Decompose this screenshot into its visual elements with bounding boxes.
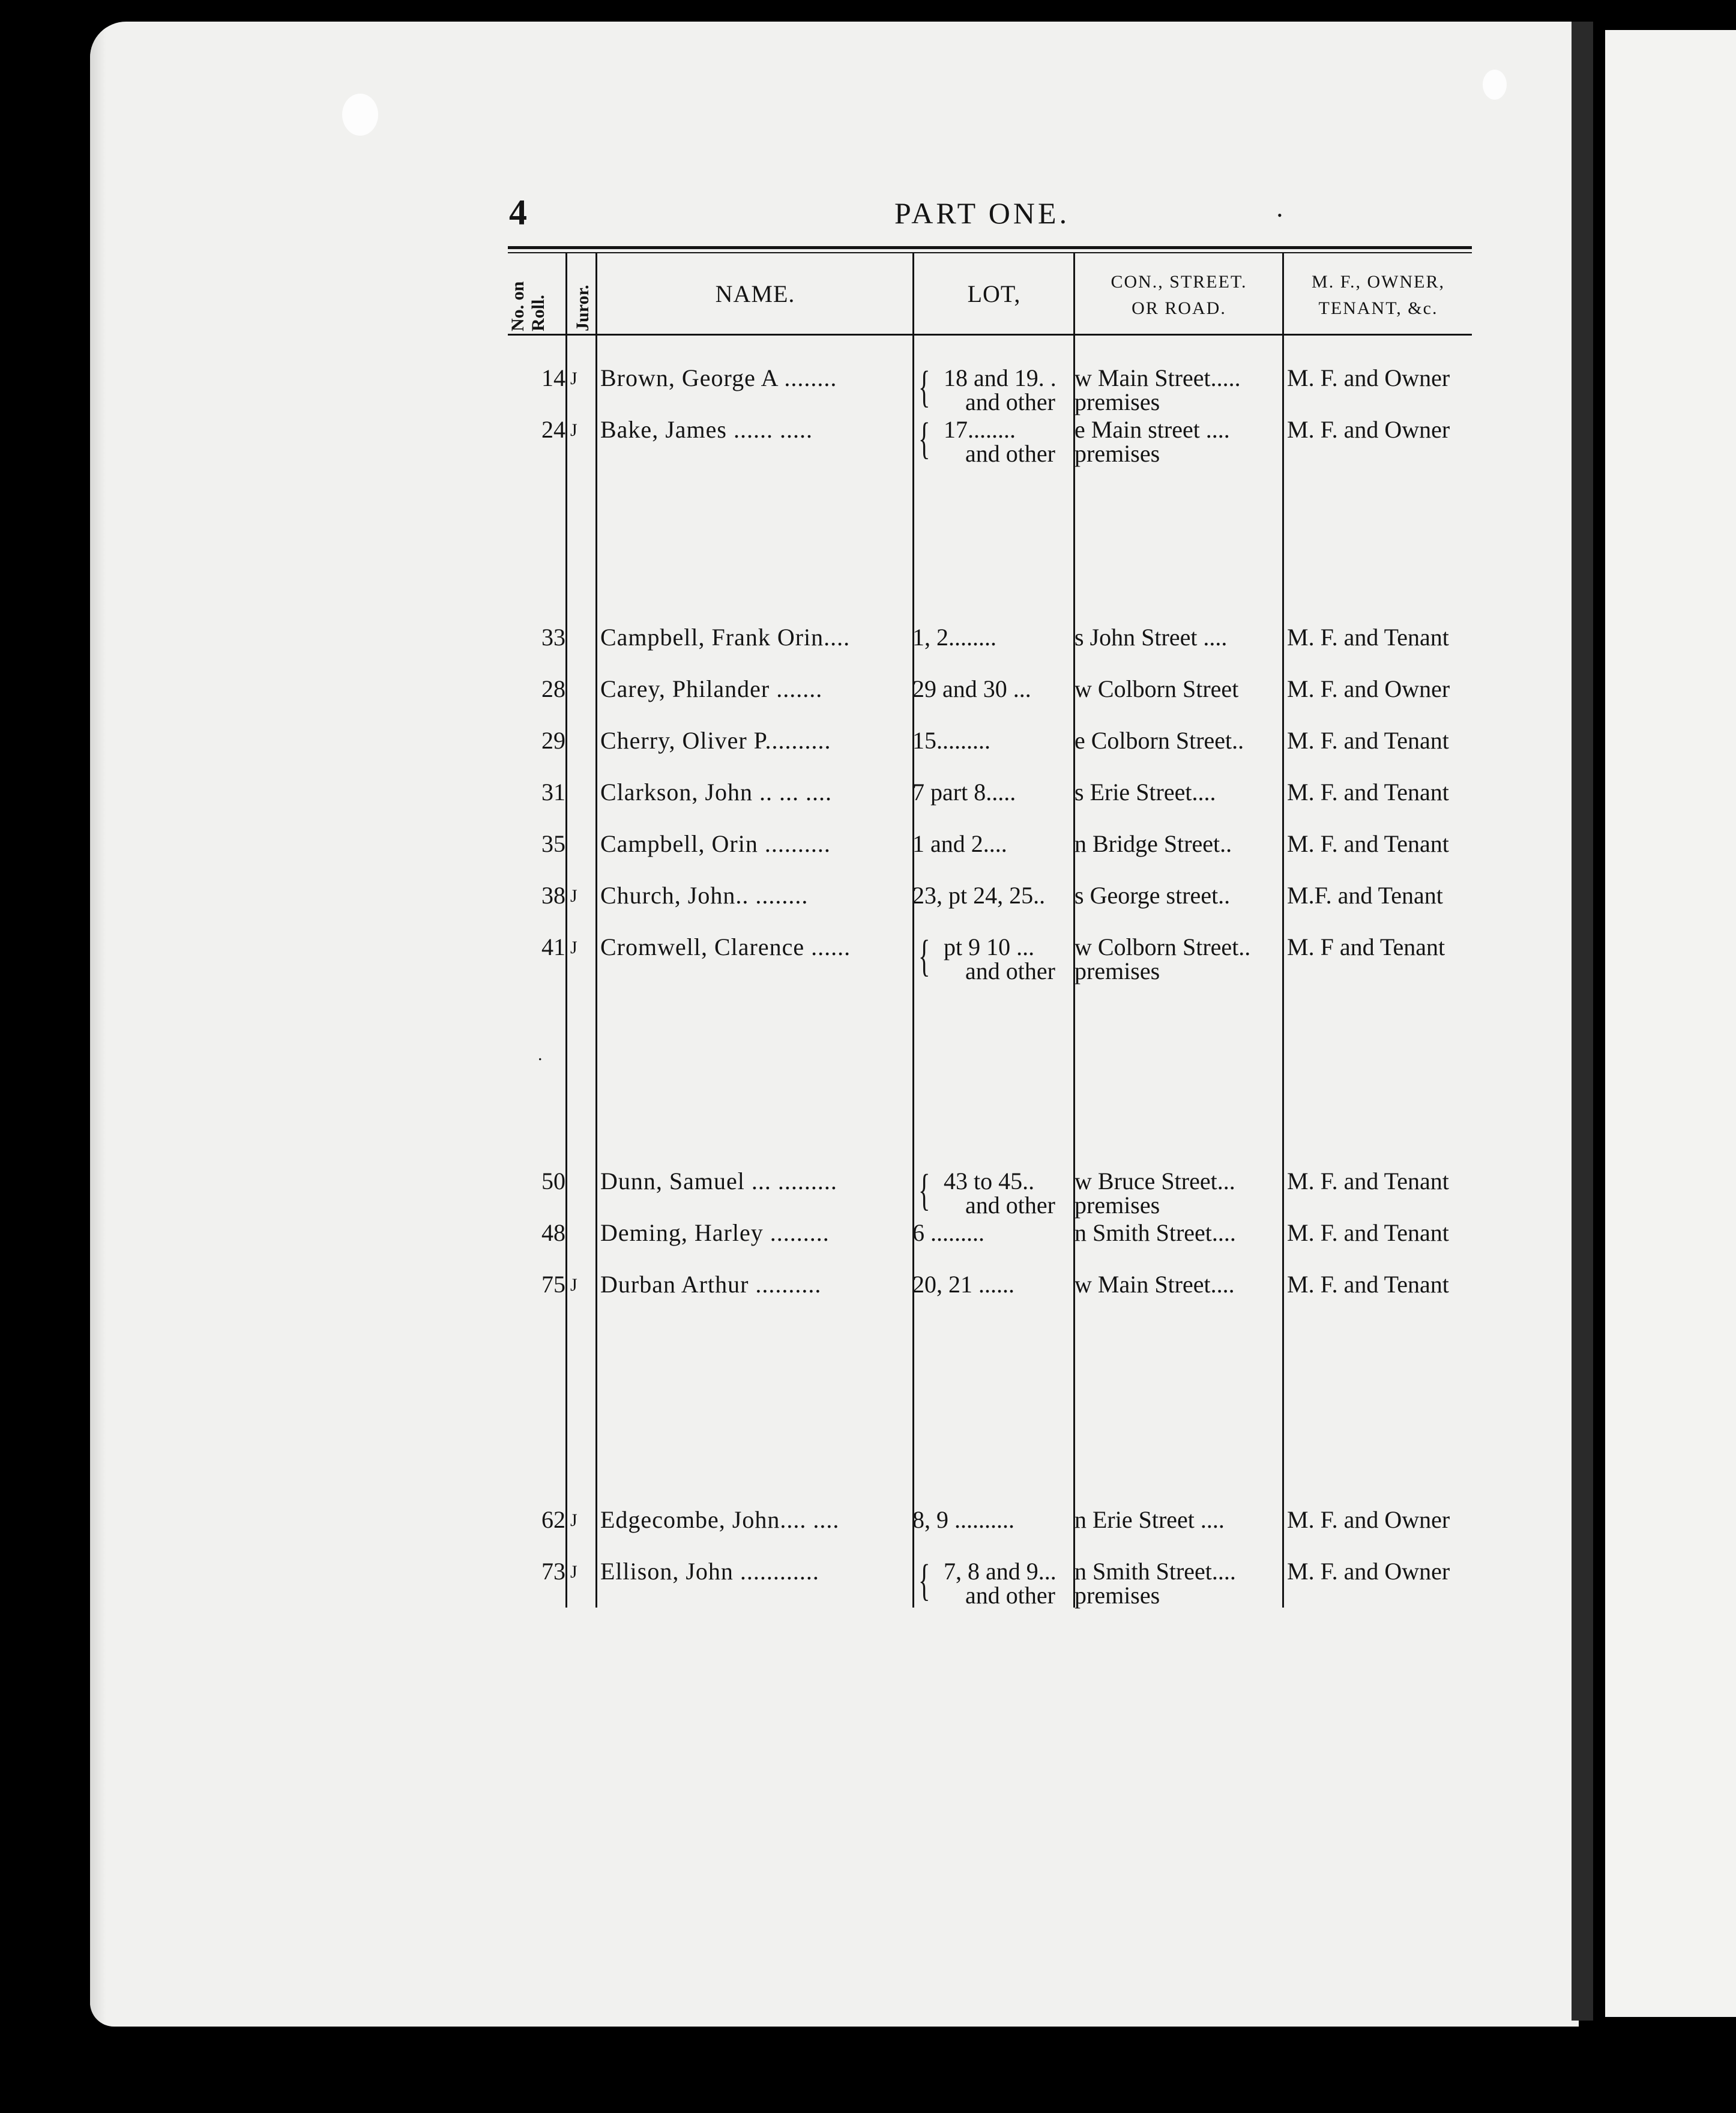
street: w Main Street..... xyxy=(1074,364,1241,391)
header-roll xyxy=(508,282,549,331)
status: M. F. and Tenant xyxy=(1287,727,1449,754)
juror-mark: J xyxy=(570,420,577,440)
table-row xyxy=(0,933,1736,987)
running-title: PART ONE. xyxy=(894,196,1070,230)
lot-continuation: and other xyxy=(965,957,1055,984)
lot-continuation: and other xyxy=(965,440,1055,467)
lot: 20, 21 ...... xyxy=(912,1271,1014,1298)
roll-number: 73 xyxy=(541,1558,565,1585)
lot: 1, 2........ xyxy=(912,624,996,651)
roll-number: 75 xyxy=(541,1271,565,1298)
table-row xyxy=(0,881,1736,935)
owner-name: Durban Arthur .......... xyxy=(600,1271,822,1298)
lot: 6 ......... xyxy=(912,1219,984,1246)
owner-name: Cherry, Oliver P.......... xyxy=(600,727,831,754)
brace-glyph: { xyxy=(918,363,930,412)
status: M. F. and Owner xyxy=(1287,416,1450,443)
juror-mark: J xyxy=(570,1510,577,1530)
header-roll-line1: No. on xyxy=(508,281,528,331)
status: M. F. and Tenant xyxy=(1287,1219,1449,1246)
owner-name: Ellison, John ............ xyxy=(600,1558,819,1585)
table-row xyxy=(0,1506,1736,1560)
street: s George street.. xyxy=(1074,882,1231,909)
book-binding-gutter xyxy=(1572,22,1593,2021)
street-continuation: premises xyxy=(1074,440,1160,467)
street: s Erie Street.... xyxy=(1074,779,1216,806)
header-street-line1: CON., STREET. xyxy=(1111,272,1247,292)
lot: pt 9 10 ... xyxy=(944,933,1035,960)
roll-number: 41 xyxy=(541,933,565,960)
juror-mark: J xyxy=(570,1562,577,1582)
status: M. F. and Tenant xyxy=(1287,1271,1449,1298)
ink-speck: . xyxy=(538,1044,543,1064)
street: n Bridge Street.. xyxy=(1074,830,1232,857)
owner-name: Dunn, Samuel ... ......... xyxy=(600,1168,837,1195)
status: M. F. and Owner xyxy=(1287,1506,1450,1533)
owner-name: Carey, Philander ....... xyxy=(600,675,823,702)
status: M. F. and Tenant xyxy=(1287,830,1449,857)
owner-name: Deming, Harley ......... xyxy=(600,1219,830,1246)
street: w Main Street.... xyxy=(1074,1271,1235,1298)
street: n Erie Street .... xyxy=(1074,1506,1225,1533)
lot: 18 and 19. . xyxy=(944,364,1056,391)
roll-number: 24 xyxy=(541,416,565,443)
status: M. F. and Tenant xyxy=(1287,1168,1449,1195)
table-row xyxy=(0,364,1736,418)
lot: 1 and 2.... xyxy=(912,830,1007,857)
owner-name: Bake, James ...... ..... xyxy=(600,416,813,443)
lot: 43 to 45.. xyxy=(944,1168,1035,1195)
owner-name: Edgecombe, John.... .... xyxy=(600,1506,840,1533)
lot: 7 part 8..... xyxy=(912,779,1016,806)
brace-glyph: { xyxy=(918,1556,930,1605)
lot: 17........ xyxy=(944,416,1016,443)
header-status xyxy=(1285,269,1472,322)
roll-number: 33 xyxy=(541,624,565,651)
table-row xyxy=(0,1167,1736,1221)
header-status-line2: TENANT, &c. xyxy=(1318,298,1438,318)
street: e Colborn Street.. xyxy=(1074,727,1244,754)
table-row xyxy=(0,1557,1736,1611)
header-juror xyxy=(573,285,593,331)
lot: 29 and 30 ... xyxy=(912,675,1031,702)
juror-mark: J xyxy=(570,369,577,388)
table-row xyxy=(0,1270,1736,1324)
status: M. F. and Owner xyxy=(1287,1558,1450,1585)
owner-name: Church, John.. ........ xyxy=(600,882,809,909)
status: M.F. and Tenant xyxy=(1287,882,1443,909)
roll-number: 62 xyxy=(541,1506,565,1533)
street: n Smith Street.... xyxy=(1074,1558,1236,1585)
street: w Colborn Street.. xyxy=(1074,933,1251,960)
roll-number: 35 xyxy=(541,830,565,857)
status: M. F. and Tenant xyxy=(1287,624,1449,651)
juror-mark: J xyxy=(570,1275,577,1295)
paper-blot xyxy=(1483,70,1507,100)
street: w Colborn Street xyxy=(1074,675,1239,702)
status: M. F. and Tenant xyxy=(1287,779,1449,806)
juror-mark: J xyxy=(570,886,577,906)
street: s John Street .... xyxy=(1074,624,1228,651)
table-row xyxy=(0,675,1736,729)
street: w Bruce Street... xyxy=(1074,1168,1235,1195)
owner-name: Brown, George A ........ xyxy=(600,364,837,391)
paper-blot xyxy=(342,94,378,136)
header-street-line2: OR ROAD. xyxy=(1132,298,1226,318)
roll-number: 14 xyxy=(541,364,565,391)
header-street xyxy=(1076,269,1282,322)
owner-name: Campbell, Frank Orin.... xyxy=(600,624,851,651)
header-roll-line2: Roll. xyxy=(528,295,548,331)
table-row xyxy=(0,623,1736,677)
owner-name: Cromwell, Clarence ...... xyxy=(600,933,851,960)
header-name: NAME. xyxy=(715,280,795,307)
lot-continuation: and other xyxy=(965,1192,1055,1219)
roll-number: 29 xyxy=(541,727,565,754)
lot: 23, pt 24, 25.. xyxy=(912,882,1046,909)
table-row xyxy=(0,726,1736,780)
owner-name: Campbell, Orin .......... xyxy=(600,830,831,857)
brace-glyph: { xyxy=(918,1166,930,1215)
table-row xyxy=(0,415,1736,469)
scanned-page xyxy=(90,22,1579,2027)
lot-continuation: and other xyxy=(965,1582,1055,1609)
street-continuation: premises xyxy=(1074,957,1160,984)
owner-name: Clarkson, John .. ... .... xyxy=(600,779,832,806)
street-continuation: premises xyxy=(1074,1192,1160,1219)
roll-number: 31 xyxy=(541,779,565,806)
header-lot: LOT, xyxy=(967,280,1021,307)
status: M. F. and Owner xyxy=(1287,675,1450,702)
header-status-line1: M. F., OWNER, xyxy=(1312,272,1445,292)
lot-continuation: and other xyxy=(965,388,1055,415)
status: M. F. and Owner xyxy=(1287,364,1450,391)
lot: 15......... xyxy=(912,727,990,754)
table-top-rule xyxy=(508,246,1472,249)
page-number: 4 xyxy=(509,193,527,232)
header-underline xyxy=(508,334,1472,336)
brace-glyph: { xyxy=(918,932,930,981)
roll-number: 48 xyxy=(541,1219,565,1246)
street: e Main street .... xyxy=(1074,416,1230,443)
roll-number: 28 xyxy=(541,675,565,702)
juror-mark: J xyxy=(570,938,577,957)
table-top-rule-thin xyxy=(508,252,1472,253)
table-row xyxy=(0,1219,1736,1273)
street: n Smith Street.... xyxy=(1074,1219,1236,1246)
brace-glyph: { xyxy=(918,414,930,463)
lot: 7, 8 and 9... xyxy=(944,1558,1056,1585)
table-row xyxy=(0,778,1736,832)
street-continuation: premises xyxy=(1074,388,1160,415)
roll-number: 50 xyxy=(541,1168,565,1195)
adjacent-page xyxy=(1605,30,1736,2017)
roll-number: 38 xyxy=(541,882,565,909)
street-continuation: premises xyxy=(1074,1582,1160,1609)
table-row xyxy=(0,830,1736,884)
header-juror-text: Juror. xyxy=(573,285,592,331)
page-left-edge-shadow xyxy=(90,22,106,2027)
printer-mark: • xyxy=(1277,208,1282,223)
lot: 8, 9 .......... xyxy=(912,1506,1014,1533)
status: M. F and Tenant xyxy=(1287,933,1445,960)
